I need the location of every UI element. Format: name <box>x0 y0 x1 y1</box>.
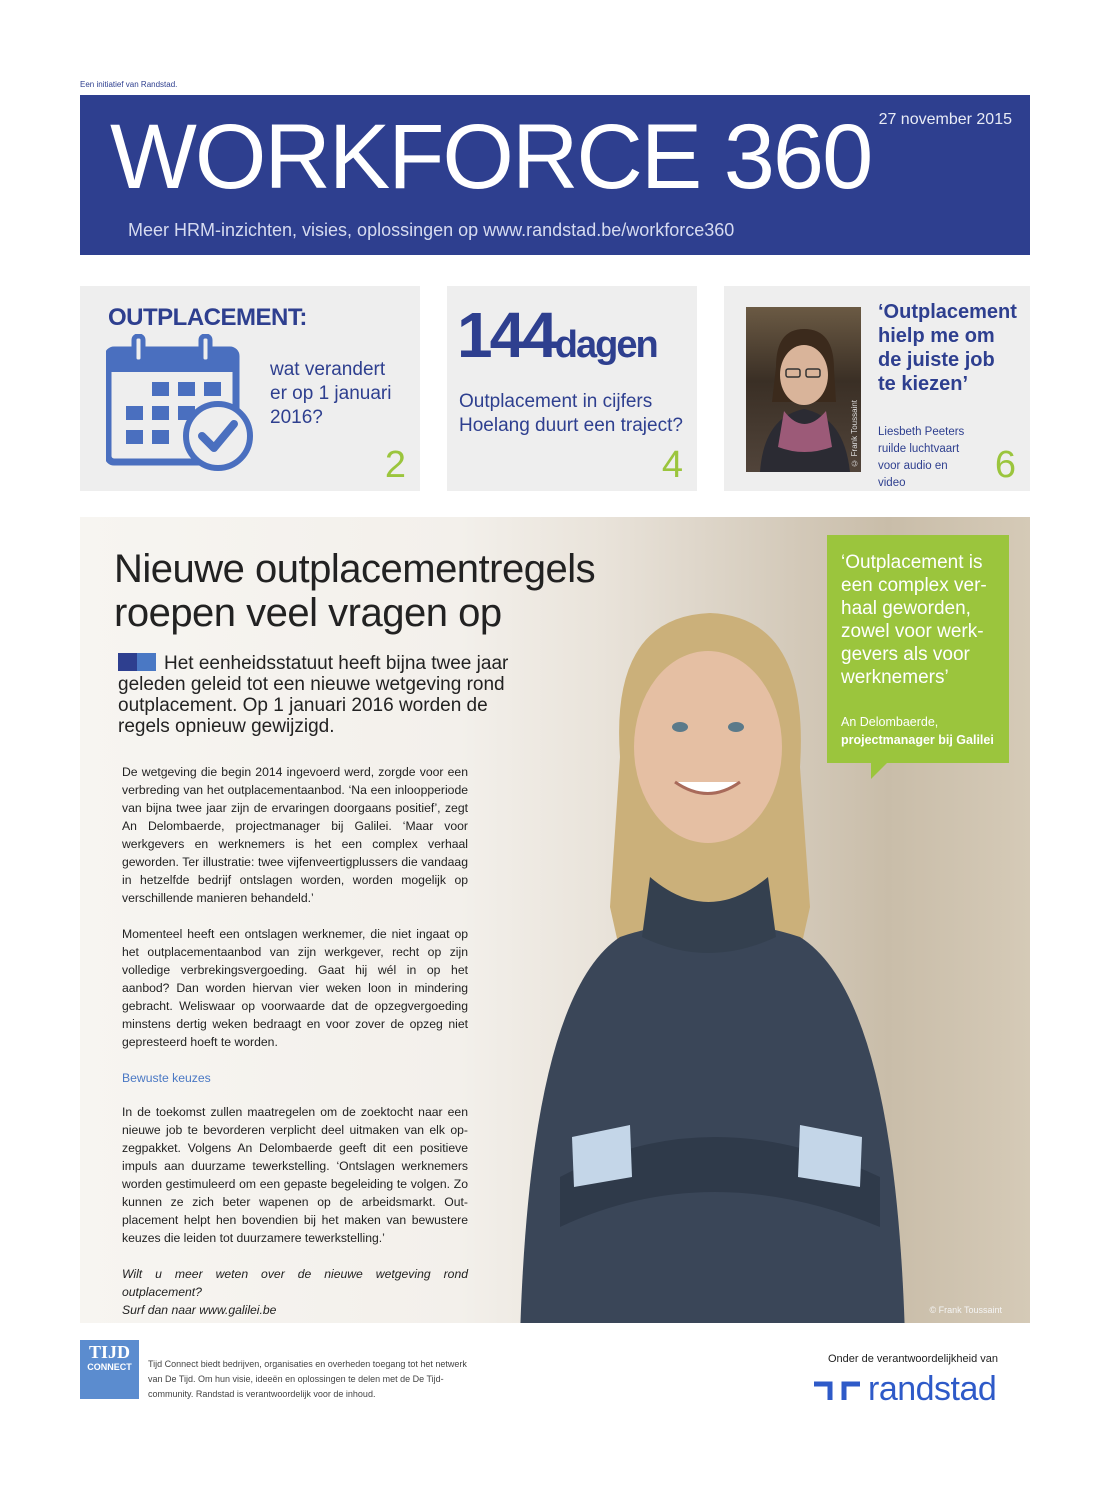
big-number <box>457 298 657 372</box>
testimonial-person <box>878 424 978 492</box>
teaser-kicker: OUTPLACEMENT: <box>108 304 307 331</box>
tijd-connect-logo <box>80 1340 139 1399</box>
teaser-outplacement[interactable] <box>80 286 420 491</box>
feature-article <box>80 517 1030 1323</box>
attribution-role: projectmanager bij Galilei <box>841 733 994 747</box>
randstad-wordmark: randstad <box>868 1370 997 1408</box>
cta-link[interactable]: Surf dan naar www.galilei.be <box>122 1303 277 1317</box>
article-body <box>122 763 468 1319</box>
lead-marker <box>118 653 156 671</box>
portrait-photo <box>746 307 861 472</box>
pull-quote <box>827 535 1009 763</box>
title-number: 360 <box>700 106 872 208</box>
lead-text: Het eenheidsstatuut heeft bijna twee jaar geleden geleid tot een nieuwe wetgeving rond outplacement. Op 1 januari 2016 worden de regels opnieuw gewijzigd. <box>118 653 509 737</box>
person-name: Liesbeth Peeters <box>878 426 965 438</box>
article-lead <box>118 653 528 737</box>
paragraph: De wetgeving die begin 2014 ingevoerd werd, zorgde voor een verbreding van het outplacementaanbod. ‘Na een inloopperiode van bijna twee jaar zijn de ervaringen doorgaans positief’, zegt An Delombaerde, projectmanager bij Galilei. ‘Maar voor werkgevers en werknemers is het een complex verhaal geworden. Ter illustratie: twee vijfenveertigplussers die vandaag in hetzelfde bedrijf ontslagen worden, worden mogelijk op verschillende manieren behandeld.’ <box>122 765 468 905</box>
person-desc: ruilde luchtvaart voor audio en video <box>878 443 960 489</box>
article-cta[interactable] <box>122 1265 468 1319</box>
responsibility-note: Onder de verantwoordelijkheid van <box>828 1353 998 1365</box>
article-subhead: Bewuste keuzes <box>122 1071 211 1085</box>
randstad-symbol-icon <box>812 1378 862 1402</box>
subtitle-line-2: Hoelang duurt een traject? <box>459 415 683 436</box>
pull-quote-attribution <box>841 713 1011 749</box>
testimonial-quote: ‘Outplacement hielp me om de juiste job te kiezen’ <box>878 301 1017 395</box>
subtitle-line-1: Outplacement in cijfers <box>459 391 653 412</box>
footer-disclaimer: Tijd Connect biedt bedrijven, organisaties en overheden toegang tot het netwerk van De Tijd. Om hun visie, ideeën en oplossingen te delen met de De Tijd-community. Randstad is verantwoordelijk voor de inhoud. <box>148 1359 467 1399</box>
paragraph: In de toekomst zullen maatregelen om de zoektocht naar een nieuwe job te bevorderen verplicht deel uitmaken van elk op-zegpakket. Volgens An Delombaerde geeft dit een positieve impuls aan duurzame tewerkstelling. ‘Ontslagen werknemers worden gestimuleerd om een gepaste begeleiding te volgen. Zo kunnen ze zich beter wapenen op de arbeidsmarkt. Out-placement helpt hen bovendien bij het maken van bewustere keuzes die leiden tot duurzamere tewerkstelling.’ <box>122 1105 468 1245</box>
pull-quote-text: ‘Outplacement is een complex ver-haal geworden, zowel voor werk-gevers als voor werknemers’ <box>841 552 987 688</box>
teaser-subtitle <box>459 390 683 438</box>
article-headline: Nieuwe outplacementregels roepen veel vragen op <box>114 547 596 635</box>
title-work: WORK <box>110 106 389 208</box>
title-force: FORCE <box>388 106 701 208</box>
calendar-check-icon <box>106 334 256 474</box>
initiative-note: Een initiatief van Randstad. <box>80 80 178 89</box>
photo-credit: © Frank Toussaint <box>850 400 859 468</box>
attribution-name: An Delombaerde, <box>841 715 939 729</box>
cta-line-1: Wilt u meer weten over de nieuwe wetgeving rond outplacement? <box>122 1267 468 1299</box>
days-count: 144 <box>457 299 555 371</box>
issue-date: 27 november 2015 <box>878 111 1012 128</box>
days-unit: dagen <box>554 324 657 366</box>
masthead <box>80 95 1030 255</box>
page-number: 2 <box>384 444 406 486</box>
teaser-question: wat verandert er op 1 januari 2016? <box>270 359 392 428</box>
logo-line-2: CONNECT <box>87 1362 132 1372</box>
paragraph: Momenteel heeft een ontslagen werknemer, die niet ingaat op het outplacementaanbod van zijn werkgever, recht op zijn volledige verbrekingsvergoeding. Gaat hij wél in op het aanbod? Dan worden hiervan vier weken loon in mindering gebracht. Weliswaar op voorwaarde dat de opzegvergoeding minstens dertig weken bedraagt en voor zover de opzeg niet gepresteerd hoeft te worden. <box>122 927 468 1049</box>
publication-title <box>110 107 871 207</box>
page-number: 6 <box>994 444 1016 486</box>
photo-credit: © Frank Toussaint <box>929 1305 1002 1315</box>
randstad-logo <box>812 1370 996 1409</box>
portrait-illustration <box>746 307 861 472</box>
logo-line-1: TIJD <box>88 1342 130 1362</box>
page-number: 4 <box>661 444 683 486</box>
tagline: Meer HRM-inzichten, visies, oplossingen op www.randstad.be/workforce360 <box>128 220 735 240</box>
teaser-figures[interactable] <box>447 286 697 491</box>
speech-tail <box>871 763 887 779</box>
teaser-testimonial[interactable] <box>724 286 1030 491</box>
